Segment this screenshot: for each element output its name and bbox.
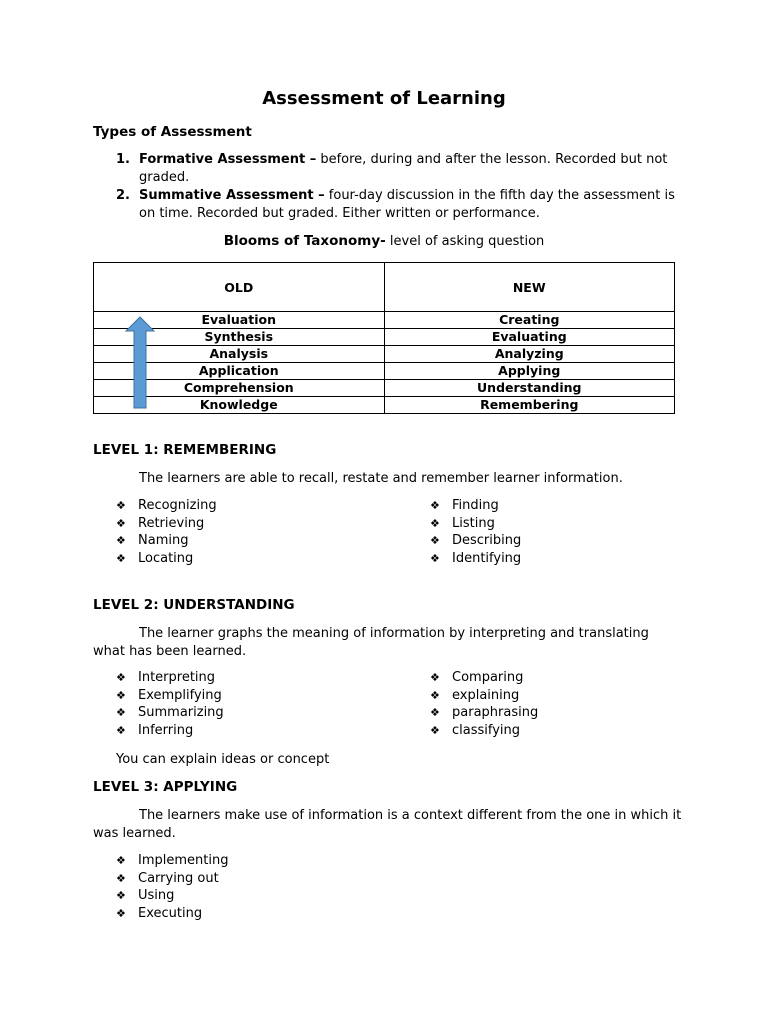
table-cell-new: Applying (384, 363, 675, 380)
list-item (116, 497, 217, 515)
list-item (116, 687, 224, 705)
list-item (116, 870, 228, 888)
list-item (430, 704, 538, 722)
list-item (116, 669, 224, 687)
blooms-subtitle: level of asking question (385, 234, 545, 249)
bullet-diamond-icon: ❖ (430, 534, 440, 548)
bullet-diamond-icon: ❖ (116, 706, 126, 720)
level1-list-left (116, 497, 217, 567)
level3-list (116, 852, 228, 922)
table-cell-old: Knowledge (94, 397, 385, 414)
bullet-diamond-icon: ❖ (116, 723, 126, 737)
level3-description: The learners make use of information is a context different from the one in which it was learned. (93, 808, 682, 841)
bullet-diamond-icon: ❖ (116, 688, 126, 702)
list-item-text: Using (138, 888, 175, 904)
list-item (116, 887, 228, 905)
table-row (94, 397, 675, 414)
list-item (430, 669, 538, 687)
list-item (430, 515, 521, 533)
bullet-diamond-icon: ❖ (116, 854, 126, 867)
list-item (430, 687, 538, 705)
list-item-text: Finding (452, 498, 499, 513)
bullet-diamond-icon: ❖ (116, 871, 126, 885)
bullet-diamond-icon: ❖ (116, 516, 126, 530)
table-row (94, 329, 675, 346)
list-item-text: Implementing (138, 853, 229, 868)
table-header-row (94, 263, 675, 312)
table-cell-new: Analyzing (384, 346, 675, 363)
level1-heading: LEVEL 1: REMEMBERING (93, 442, 277, 458)
list-item-text: Describing (452, 533, 522, 549)
column-header-old: OLD (94, 263, 385, 312)
table-row (94, 312, 675, 329)
list-item-text: Comparing (452, 670, 524, 685)
table-cell-old: Analysis (94, 346, 385, 363)
bullet-diamond-icon: ❖ (430, 516, 440, 530)
table-cell-new: Evaluating (384, 329, 675, 346)
level3-heading: LEVEL 3: APPLYING (93, 779, 238, 795)
bullet-diamond-icon: ❖ (116, 889, 126, 903)
bullet-diamond-icon: ❖ (430, 499, 440, 512)
list-item-text: Naming (138, 533, 189, 549)
blooms-heading (0, 233, 768, 249)
column-header-new: NEW (384, 263, 675, 312)
up-arrow-icon (124, 316, 156, 410)
bullet-diamond-icon: ❖ (116, 906, 126, 920)
document-title: Assessment of Learning (262, 88, 506, 109)
bullet-diamond-icon: ❖ (116, 551, 126, 565)
list-item (116, 722, 224, 740)
table-cell-old: Evaluation (94, 312, 385, 329)
table-row (94, 380, 675, 397)
level1-list-right (430, 497, 521, 567)
taxonomy-table (93, 262, 675, 414)
list-item-text: Carrying out (138, 870, 219, 886)
table-cell-old: Comprehension (94, 380, 385, 397)
list-item-text: Listing (452, 515, 495, 531)
types-heading: Types of Assessment (93, 124, 252, 140)
list-item-text: paraphrasing (452, 705, 539, 721)
list-item-text: Locating (138, 550, 194, 566)
level2-heading: LEVEL 2: UNDERSTANDING (93, 597, 295, 613)
list-item (430, 497, 521, 515)
list-number: 2. (116, 188, 130, 203)
list-item (116, 704, 224, 722)
list-item-summative (116, 187, 686, 222)
definition-formative: before, during and after the lesson. Recorded but not graded. (139, 152, 668, 185)
list-item (116, 550, 217, 568)
list-item-text: Interpreting (138, 670, 216, 685)
table-row (94, 346, 675, 363)
bullet-diamond-icon: ❖ (430, 688, 440, 702)
list-item-text: Exemplifying (138, 687, 222, 703)
level2-note: You can explain ideas or concept (116, 752, 330, 767)
table-row (94, 363, 675, 380)
list-item-text: classifying (452, 722, 521, 738)
table-cell-new: Remembering (384, 397, 675, 414)
list-item-text: Recognizing (138, 498, 217, 513)
bullet-diamond-icon: ❖ (116, 534, 126, 548)
level2-list-right (430, 669, 538, 739)
bullet-diamond-icon: ❖ (430, 706, 440, 720)
table-cell-old: Synthesis (94, 329, 385, 346)
list-item-text: Executing (138, 905, 203, 921)
bullet-diamond-icon: ❖ (430, 551, 440, 565)
bullet-diamond-icon: ❖ (116, 671, 126, 684)
level2-list-left (116, 669, 224, 739)
list-item-formative (116, 151, 686, 186)
definition-summative: four-day discussion in the fifth day the assessment is on time. Recorded but graded. Either written or performance. (139, 188, 675, 221)
blooms-title: Blooms of Taxonomy- (223, 233, 386, 249)
bullet-diamond-icon: ❖ (430, 671, 440, 684)
table-cell-new: Creating (384, 312, 675, 329)
level1-description: The learners are able to recall, restate and remember learner information. (139, 471, 623, 486)
term-formative: Formative Assessment – (139, 152, 317, 167)
list-item (116, 852, 228, 870)
list-item-text: Summarizing (138, 705, 224, 721)
list-item (116, 532, 217, 550)
list-number: 1. (116, 152, 130, 167)
bullet-diamond-icon: ❖ (116, 499, 126, 512)
list-item-text: Inferring (138, 722, 194, 738)
list-item (430, 532, 521, 550)
list-item (116, 905, 228, 923)
term-summative: Summative Assessment – (139, 188, 325, 203)
bullet-diamond-icon: ❖ (430, 723, 440, 737)
list-item-text: explaining (452, 687, 520, 703)
list-item (430, 550, 521, 568)
table-cell-old: Application (94, 363, 385, 380)
list-item (430, 722, 538, 740)
table-cell-new: Understanding (384, 380, 675, 397)
list-item (116, 515, 217, 533)
level2-description: The learner graphs the meaning of information by interpreting and translating what has been learned. (93, 626, 649, 659)
list-item-text: Retrieving (138, 515, 205, 531)
list-item-text: Identifying (452, 550, 522, 566)
